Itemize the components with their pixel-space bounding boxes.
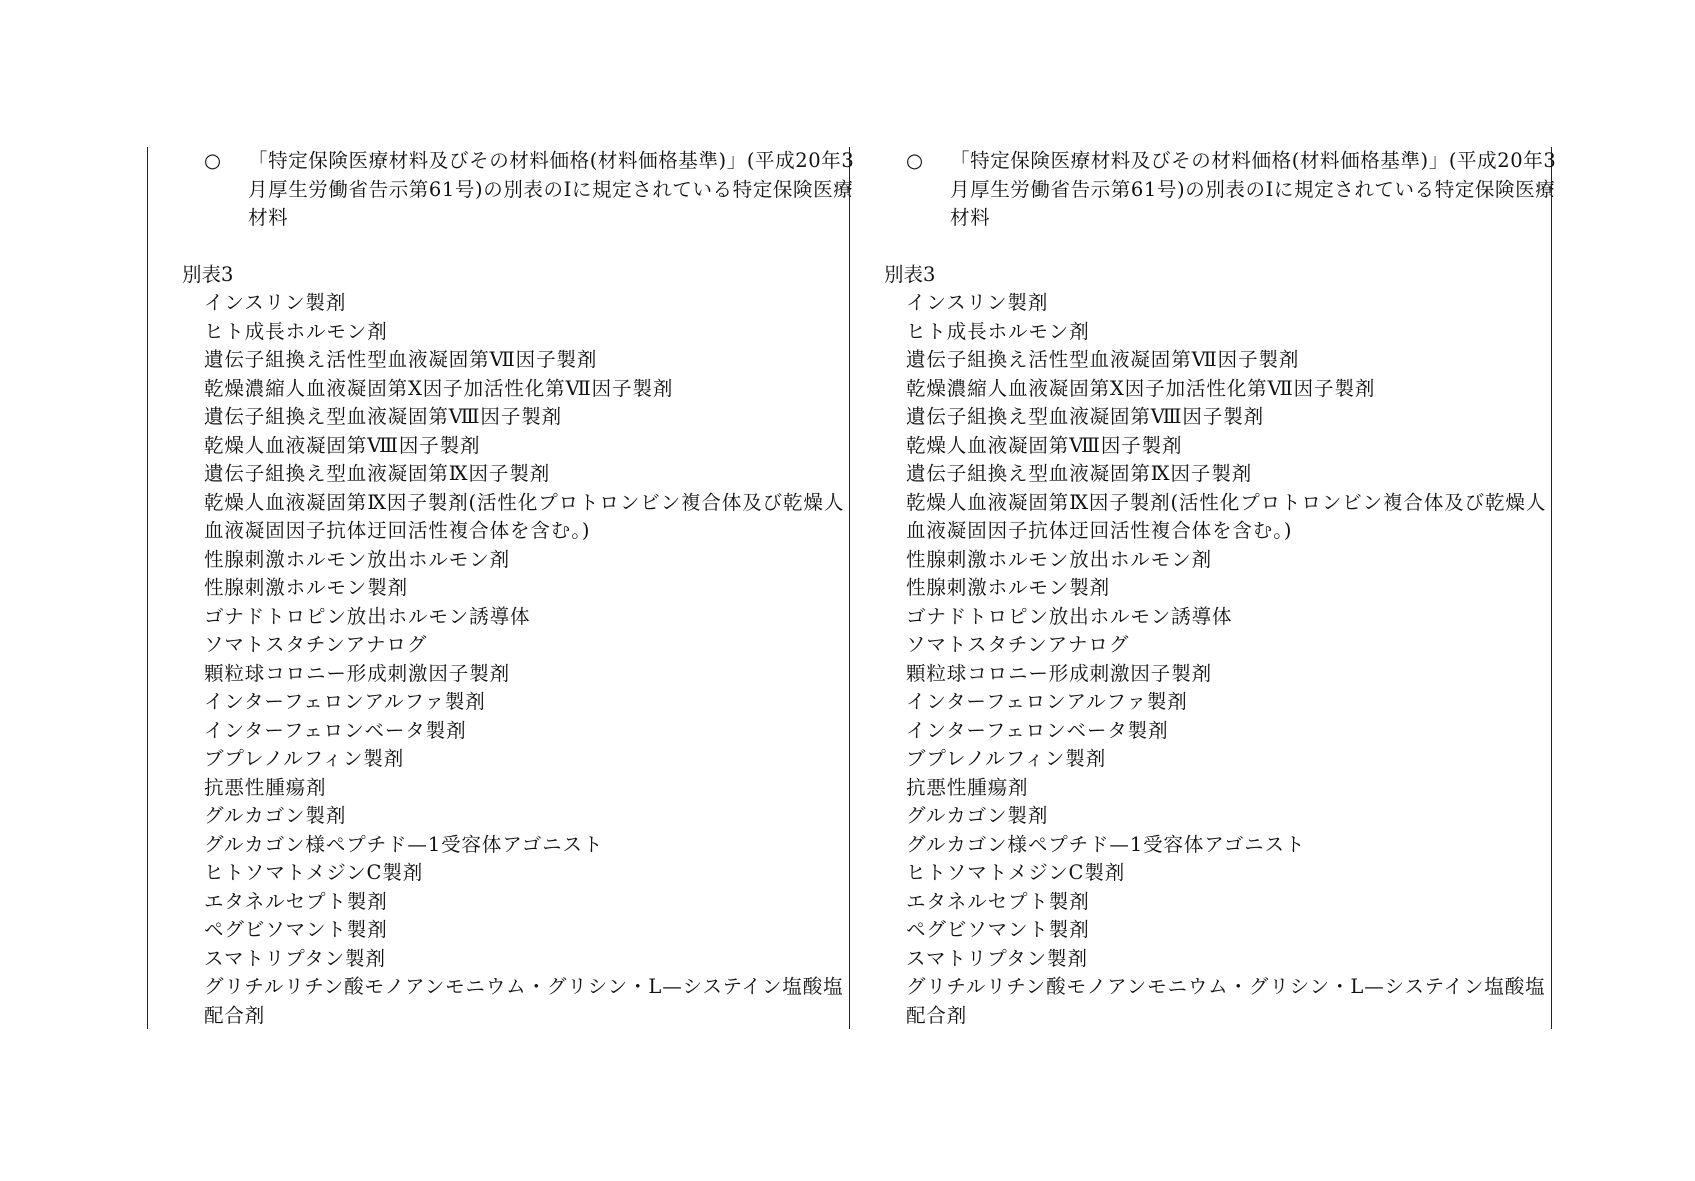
- list-item: 遺伝子組換え型血液凝固第Ⅷ因子製剤: [906, 405, 1265, 428]
- list-item: インターフェロンベータ製剤: [906, 718, 1169, 742]
- list-item: グルカゴン様ペプチド—1受容体アゴニスト: [906, 832, 1306, 856]
- list-item: 顆粒球コロニー形成刺激因子製剤: [906, 661, 1213, 685]
- list-item: インスリン製剤: [906, 291, 1049, 314]
- list-item: ソマトスタチンアナログ: [906, 633, 1130, 656]
- notice-paragraph: [906, 147, 1564, 233]
- list-item: 遺伝子組換え活性型血液凝固第Ⅶ因子製剤: [906, 348, 1300, 371]
- list-item: ヒトソマトメジンC製剤: [906, 861, 1126, 884]
- drug-list: [182, 289, 862, 1030]
- left-column: [182, 147, 862, 1030]
- list-item: インターフェロンベータ製剤: [204, 718, 467, 742]
- list-item: ヒトソマトメジンC製剤: [204, 861, 424, 884]
- list-item: 抗悪性腫瘍剤: [204, 775, 327, 799]
- right-column: [884, 147, 1564, 1030]
- list-item: 遺伝子組換え型血液凝固第Ⅸ因子製剤: [204, 462, 551, 485]
- list-item: ヒト成長ホルモン剤: [204, 319, 388, 343]
- list-item: エタネルセプト製剤: [204, 889, 388, 913]
- list-item: グルカゴン製剤: [906, 804, 1049, 827]
- list-item: 乾燥濃縮人血液凝固第Ⅹ因子加活性化第Ⅶ因子製剤: [204, 376, 674, 400]
- list-item: インスリン製剤: [204, 291, 347, 314]
- table-title: 別表3: [884, 262, 936, 286]
- circle-bullet: ○: [906, 149, 924, 172]
- list-item: 性腺刺激ホルモン製剤: [204, 576, 409, 599]
- list-item: ゴナドトロピン放出ホルモン誘導体: [906, 604, 1233, 628]
- notice-paragraph: [204, 147, 862, 233]
- list-item: ヒト成長ホルモン剤: [906, 319, 1090, 343]
- table-title: 別表3: [182, 262, 234, 286]
- list-item: 乾燥人血液凝固第Ⅷ因子製剤: [906, 433, 1183, 457]
- list-item: 性腺刺激ホルモン放出ホルモン剤: [204, 547, 511, 571]
- list-item: スマトリプタン製剤: [204, 946, 386, 970]
- list-item: ペグビソマント製剤: [906, 918, 1090, 941]
- notice-text: 「特定保険医療材料及びその材料価格(材料価格基準)」(平成20年3月厚生労働省告示第61号)の別表のⅠに規定されている特定保険医療材料: [248, 149, 855, 229]
- list-item: 乾燥人血液凝固第Ⅷ因子製剤: [204, 433, 481, 457]
- list-item: ソマトスタチンアナログ: [204, 633, 428, 656]
- notice-text: 「特定保険医療材料及びその材料価格(材料価格基準)」(平成20年3月厚生労働省告示第61号)の別表のⅠに規定されている特定保険医療材料: [950, 149, 1557, 229]
- list-item: 乾燥人血液凝固第Ⅸ因子製剤(活性化プロトロンビン複合体及び乾燥人血液凝固因子抗体迂回活性複合体を含む。): [906, 490, 1547, 542]
- list-item: インターフェロンアルファ製剤: [204, 690, 486, 713]
- list-item: 遺伝子組換え型血液凝固第Ⅷ因子製剤: [204, 405, 563, 428]
- list-item: グリチルリチン酸モノアンモニウム・グリシン・L—システイン塩酸塩配合剤: [906, 975, 1546, 1027]
- list-item: 抗悪性腫瘍剤: [906, 775, 1029, 799]
- list-item: 乾燥人血液凝固第Ⅸ因子製剤(活性化プロトロンビン複合体及び乾燥人血液凝固因子抗体迂回活性複合体を含む。): [204, 490, 845, 542]
- list-item: 性腺刺激ホルモン製剤: [906, 576, 1111, 599]
- list-item: 顆粒球コロニー形成刺激因子製剤: [204, 661, 511, 685]
- list-item: 遺伝子組換え活性型血液凝固第Ⅶ因子製剤: [204, 348, 598, 371]
- list-item: 乾燥濃縮人血液凝固第Ⅹ因子加活性化第Ⅶ因子製剤: [906, 376, 1376, 400]
- list-item: 性腺刺激ホルモン放出ホルモン剤: [906, 547, 1213, 571]
- list-item: 遺伝子組換え型血液凝固第Ⅸ因子製剤: [906, 462, 1253, 485]
- list-item: グリチルリチン酸モノアンモニウム・グリシン・L—システイン塩酸塩配合剤: [204, 975, 844, 1027]
- list-item: グルカゴン様ペプチド—1受容体アゴニスト: [204, 832, 604, 856]
- list-item: ブプレノルフィン製剤: [906, 747, 1107, 770]
- list-item: グルカゴン製剤: [204, 804, 347, 827]
- circle-bullet: ○: [204, 149, 222, 172]
- list-item: ゴナドトロピン放出ホルモン誘導体: [204, 604, 531, 628]
- list-item: スマトリプタン製剤: [906, 946, 1088, 970]
- list-item: ペグビソマント製剤: [204, 918, 388, 941]
- left-border-line: [147, 147, 148, 1029]
- list-item: エタネルセプト製剤: [906, 889, 1090, 913]
- list-item: ブプレノルフィン製剤: [204, 747, 405, 770]
- drug-list: [884, 289, 1564, 1030]
- list-item: インターフェロンアルファ製剤: [906, 690, 1188, 713]
